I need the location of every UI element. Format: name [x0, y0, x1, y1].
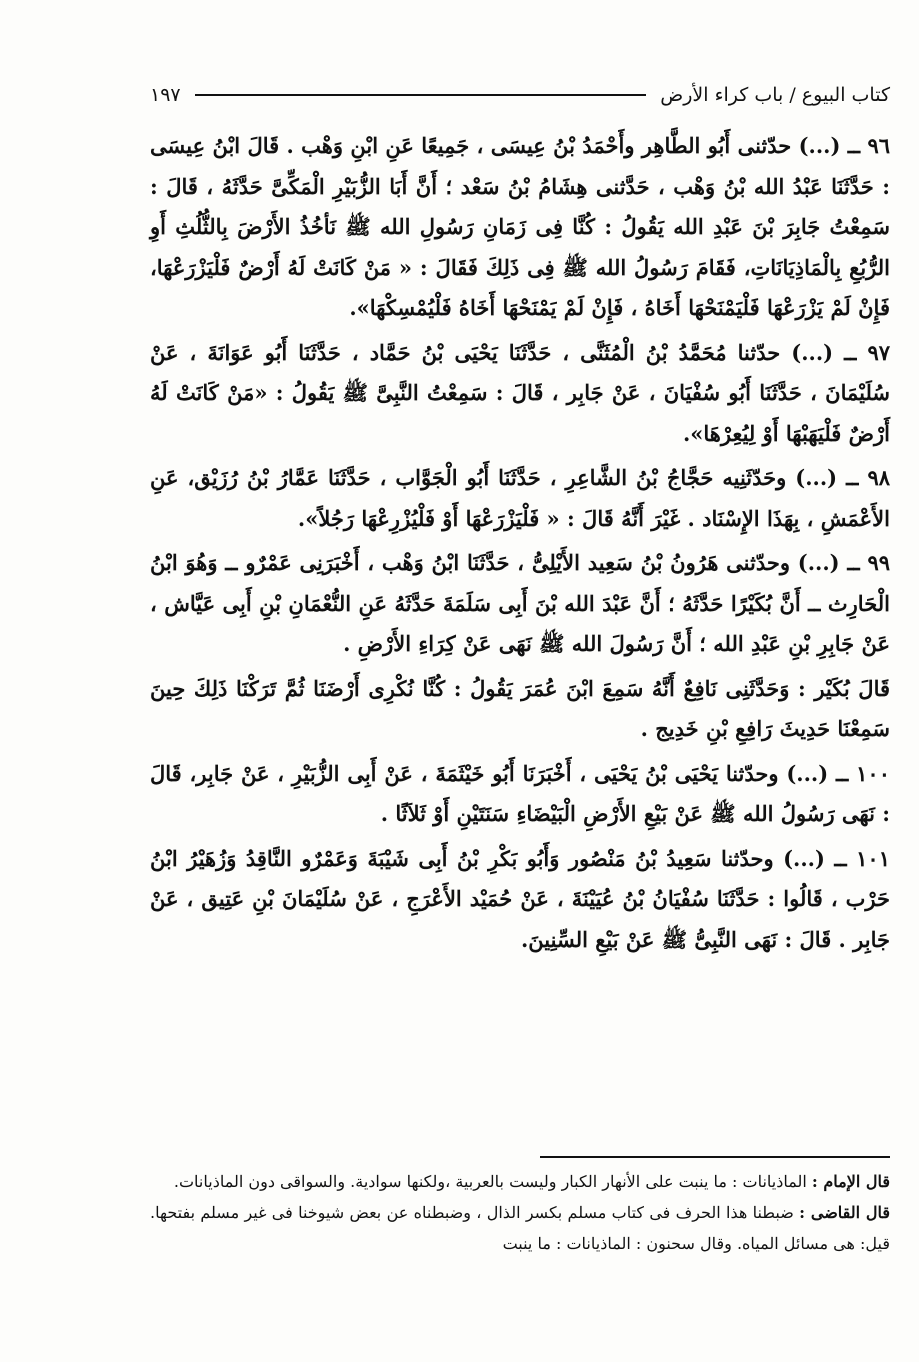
footnote-separator [540, 1156, 890, 1158]
footnote-imam [150, 1166, 890, 1197]
footnote-qadi [150, 1197, 890, 1259]
header-rule [195, 94, 647, 96]
hadith-99-bukayr-note: قَالَ بُكَيْر : وَحَدَّثَنِى نَافِعٌ أَنَّهُ سَمِعَ ابْنَ عُمَرَ يَقُولُ : كُنَّا نُكْرِى أَرْضَنَا ثُمَّ تَرَكْنَا ذَلِكَ حِينَ سَمِعْنَا حَدِيثَ رَافِعِ بْنِ خَدِيج . [150, 675, 890, 741]
hadith-97: ٩٧ ــ (...) حدّثنا مُحَمَّدُ بْنُ الْمُثَنَّى ، حَدَّثَنَا يَحْيَى بْنُ حَمَّاد ، حَدَّثَنَا أَبُو عَوَانَةَ ، عَنْ سُلَيْمَانَ ، حَدَّثَنَا أَبُو سُفْيَانَ ، عَنْ جَابِر ، قَالَ : سَمِعْتُ النَّبِىَّ ﷺ يَقُولُ : «مَنْ كَانَتْ لَهُ أَرْضٌ فَلْيَهَبْهَا أَوْ لِيُعِرْهَا». [150, 339, 890, 446]
hadith-100: ١٠٠ ــ (...) وحدّثنا يَحْيَى بْنُ يَحْيَى ، أَخْبَرَنَا أَبُو خَيْثَمَةَ ، عَنْ أَبِى الزُّبَيْرِ ، عَنْ جَابِر، قَالَ : نَهَى رَسُولُ الله ﷺ عَنْ بَيْعِ الأَرْضِ الْبَيْضَاءِ سَنَتَيْنِ أَوْ ثَلاَثًا . [150, 760, 890, 826]
chapter-title: كتاب البيوع / باب كراء الأرض [660, 84, 890, 106]
hadith-96: ٩٦ ــ (...) حدّثنى أَبُو الطَّاهِر وأَحْمَدُ بْنُ عِيسَى ، جَمِيعًا عَنِ ابْنِ وَهْب . قَالَ ابْنُ عِيسَى : حَدَّثَنَا عَبْدُ الله بْنُ وَهْب ، حَدَّثنى هِشَامُ بْنُ سَعْد ؛ أَنَّ أَبَا الزُّبَيْرِ الْمَكِّىَّ حَدَّثَهُ ، قَالَ : سَمِعْتُ جَابِرَ بْنَ عَبْدِ الله يَقُولُ : كُنَّا فِى زَمَانِ رَسُولِ الله ﷺ نَأخُذُ الأَرْضَ بِالثُّلُثِ أَوِ الرُّبُعِ بِالْمَاذِيَانَاتِ، فَقَامَ رَسُولُ الله ﷺ فِى ذَلِكَ فَقَالَ : « مَنْ كَانَتْ لَهُ أَرْضٌ فَلْيَزْرَعْهَا، فَإِنْ لَمْ يَزْرَعْهَا فَلْيَمْنَحْهَا أَخَاهُ ، فَإِنْ لَمْ يَمْنَحْهَا أَخَاهُ فَلْيُمْسِكْهَا». [150, 133, 890, 320]
hadith-98: ٩٨ ــ (...) وحَدّثَنِيه حَجَّاجُ بْنُ الشَّاعِرِ ، حَدَّثَنَا أَبُو الْجَوَّاب ، حَدَّثَنَا عَمَّارُ بْنُ رُزَيْق، عَنِ الأَعْمَشِ ، بِهَذَا الإِسْنَاد . غَيْرَ أَنَّهُ قَالَ : « فَلْيَزْرَعْهَا أَوْ فَلْيُزْرِعْهَا رَجُلاً». [150, 465, 890, 531]
hadith-101: ١٠١ ــ (...) وحدّثنا سَعِيدُ بْنُ مَنْصُور وَأَبُو بَكْرِ بْنُ أَبِى شَيْبَةَ وَعَمْرٌو النَّاقِدُ وَزُهَيْرُ ابْنُ حَرْب ، قَالُوا : حَدَّثَنَا سُفْيَانُ بْنُ عُيَيْنَةَ ، عَنْ حُمَيْد الأَعْرَجِ ، عَنْ سُلَيْمَانَ بْنِ عَتِيق ، عَنْ جَابِر . قَالَ : نَهَى النَّبِىُّ ﷺ عَنْ بَيْعِ السِّنِينَ. [150, 845, 890, 952]
hadith-text-block [150, 126, 890, 964]
footnote-imam-text: الماذيانات : ما ينبت على الأنهار الكبار وليست بالعربية ،ولكنها سوادية. والسواقى دون الماذيانات. [173, 1172, 812, 1191]
footnote-qadi-text: ضبطنا هذا الحرف فى كتاب مسلم بكسر الذال ، وضبطناه عن بعض شيوخنا فى غير مسلم بفتحها. قيل: هى مسائل المياه. وقال سحنون : الماذيانات : ما ينبت [150, 1203, 890, 1253]
footnotes [150, 1166, 890, 1259]
hadith-99: ٩٩ ــ (...) وحدّثنى هَرُونُ بْنُ سَعِيد الأَيْلِىُّ ، حَدَّثَنَا ابْنُ وَهْب ، أَخْبَرَنِى عَمْرٌو ــ وَهُوَ ابْنُ الْحَارِث ــ أَنَّ بُكَيْرًا حَدَّثَهُ ؛ أَنَّ عَبْدَ الله بْنَ أَبِى سَلَمَةَ حَدَّثَهُ عَنِ النُّعْمَانِ بْنِ أَبِى عَيَّاش ، عَنْ جَابِرِ بْنِ عَبْدِ الله ؛ أَنَّ رَسُولَ الله ﷺ نَهَى عَنْ كِرَاءِ الأَرْضِ . [150, 550, 890, 656]
page-number: ١٩٧ [150, 84, 181, 106]
running-header [150, 80, 890, 110]
footnote-imam-label: قال الإمام : [811, 1172, 890, 1191]
footnote-qadi-label: قال القاضى : [799, 1203, 891, 1222]
